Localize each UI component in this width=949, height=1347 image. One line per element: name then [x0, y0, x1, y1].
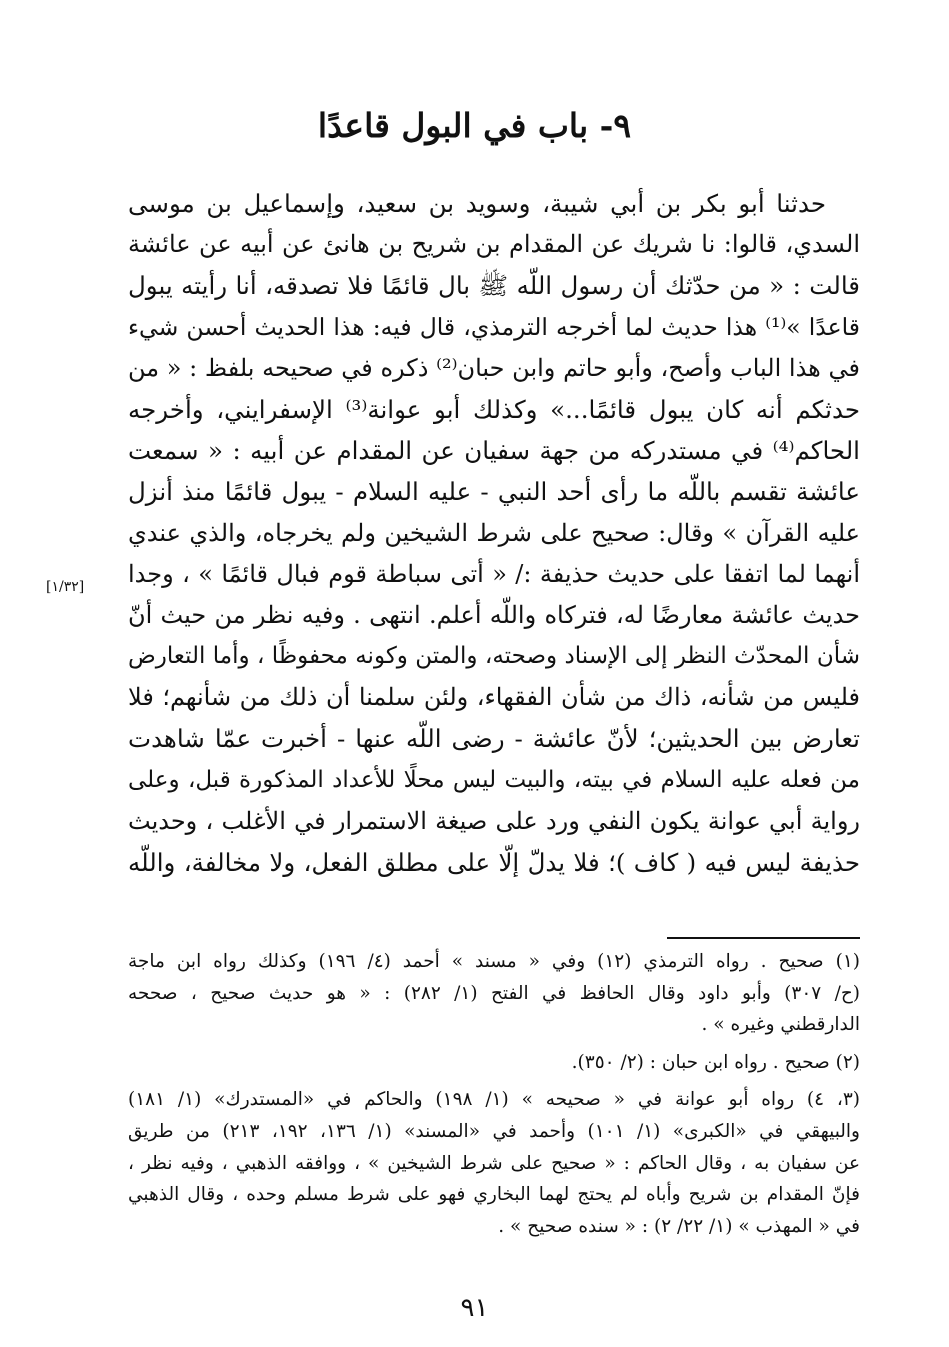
- footnote-line: الدارقطني وغيره » .: [701, 1014, 860, 1036]
- footnote-2: [128, 1047, 860, 1079]
- footnote-line: (٢) صحيح . رواه ابن حبان : (٢/ ٣٥٠).: [571, 1051, 860, 1073]
- main-text-line: رواية أبي عوانة يكون النفي ورد على صيغة الاستمرار في الأغلب ، وحديث: [128, 806, 860, 835]
- main-text-line: شأن المحدّث النظر إلى الإسناد وصحته، والمتن وكونه محفوظًا ، وأما التعارض: [128, 643, 860, 670]
- footnote-3-4: [128, 1084, 860, 1242]
- footnotes: [128, 946, 860, 1248]
- main-text-line: قالت : « من حدّثك أن رسول اللّه ﷺ بال قائمًا فلا تصدقه، أنا رأيته يبول: [128, 271, 860, 301]
- main-text-line: حدثنا أبو بكر بن أبي شيبة، وسويد بن سعيد، وإسماعيل بن موسى: [128, 189, 826, 218]
- footnote-line: (ح/ ٣٠٧) وأبو داود وقال الحافظ في الفتح (١/ ٢٨٢) : « هو حديث صحيح ، صححه: [128, 982, 860, 1004]
- main-text-line: عليه القرآن » وقال: صحيح على شرط الشيخين ولم يخرجاه، والذي عندي: [128, 518, 860, 547]
- footnote-line: عن سفيان به ، وقال الحاكم : « صحيح على شرط الشيخين » ، ووافقه الذهبي ، وفيه نظر ،: [128, 1152, 860, 1174]
- page-number: ٩١: [460, 1293, 489, 1323]
- main-text-line: قاعدًا »⁽¹⁾ هذا حديث لما أخرجه الترمذي، قال فيه: هذا الحديث أحسن شيء: [128, 312, 860, 341]
- main-text-line: تعارض بين الحديثين؛ لأنّ عائشة - رضى اللّه عنها - أخبرت عمّا شاهدت: [128, 724, 860, 754]
- main-text-line: فليس من شأنه، ذاك من شأن الفقهاء، ولئن سلمنا أن ذلك من شأنهم؛ فلا: [128, 683, 860, 712]
- manuscript-folio-reference: [١/٣٢]: [46, 579, 85, 595]
- main-text-line: حذيفة ليس فيه ( كاف )؛ فلا يدلّ إلّا على مطلق الفعل، ولا مخالفة، واللّه: [128, 848, 860, 877]
- footnote-line: في « المهذب » (١/ ٢٢/ ٢) : « سنده صحيح » .: [498, 1215, 860, 1237]
- footnote-line: فإنّ المقدام بن شريح وأباه لم يحتج لهما البخاري فهو على شرط مسلم وحده ، وقال الذهبي: [128, 1184, 860, 1206]
- footnote-line: (١) صحيح . رواه الترمذي (١٢) وفي « مسند » أحمد (٤/ ١٩٦) وكذلك رواه ابن ماجة: [128, 951, 860, 972]
- footnote-line: والبيهقي في «الكبرى» (١/ ١٠١) وأحمد في «المسند» (١/ ١٣٦، ١٩٢، ٢١٣) من طريق: [128, 1120, 860, 1142]
- main-text: [128, 183, 860, 883]
- main-text-line: الحاكم⁽⁴⁾ في مستدركه من جهة سفيان عن المقدام عن أبيه : « سمعت: [128, 436, 860, 466]
- main-text-line: حديث عائشة معارضًا له، فتركاه واللّه أعلم. انتهى . وفيه نظر من حيث أنّ: [128, 600, 860, 629]
- main-text-line: من فعله عليه السلام في بيته، والبيت ليس محلًا للأعداد المذكورة قبل، وعلى: [128, 766, 860, 793]
- main-text-line: أنهما لما اتفقا على حديث حذيفة :/ « أتى سباطة قوم فبال قائمًا » ، وجدا: [128, 559, 860, 588]
- footnote-divider: [667, 937, 860, 939]
- footnote-line: (٣، ٤) رواه أبو عوانة في « صحيحه » (١/ ١٩٨) والحاكم في «المستدرك» (١/ ١٨١): [128, 1089, 860, 1111]
- main-text-line: السدي، قالوا: نا شريك عن المقدام بن شريح بن هانئ عن أبيه عن عائشة: [128, 230, 860, 259]
- main-text-line: حدثكم أنه كان يبول قائمًا...» وكذلك أبو عوانة⁽³⁾ الإسفرايني، وأخرجه: [128, 394, 860, 424]
- chapter-title: ٩- باب في البول قاعدًا: [317, 106, 632, 145]
- main-text-line: في هذا الباب وأصح، وأبو حاتم وابن حبان⁽²⁾ ذكره في صحيحه بلفظ : « من: [128, 353, 860, 382]
- footnote-1: [128, 946, 860, 1041]
- main-text-line: عائشة تقسم باللّه ما رأى أحد النبي - عليه السلام - يبول قائمًا منذ أنزل: [128, 477, 860, 507]
